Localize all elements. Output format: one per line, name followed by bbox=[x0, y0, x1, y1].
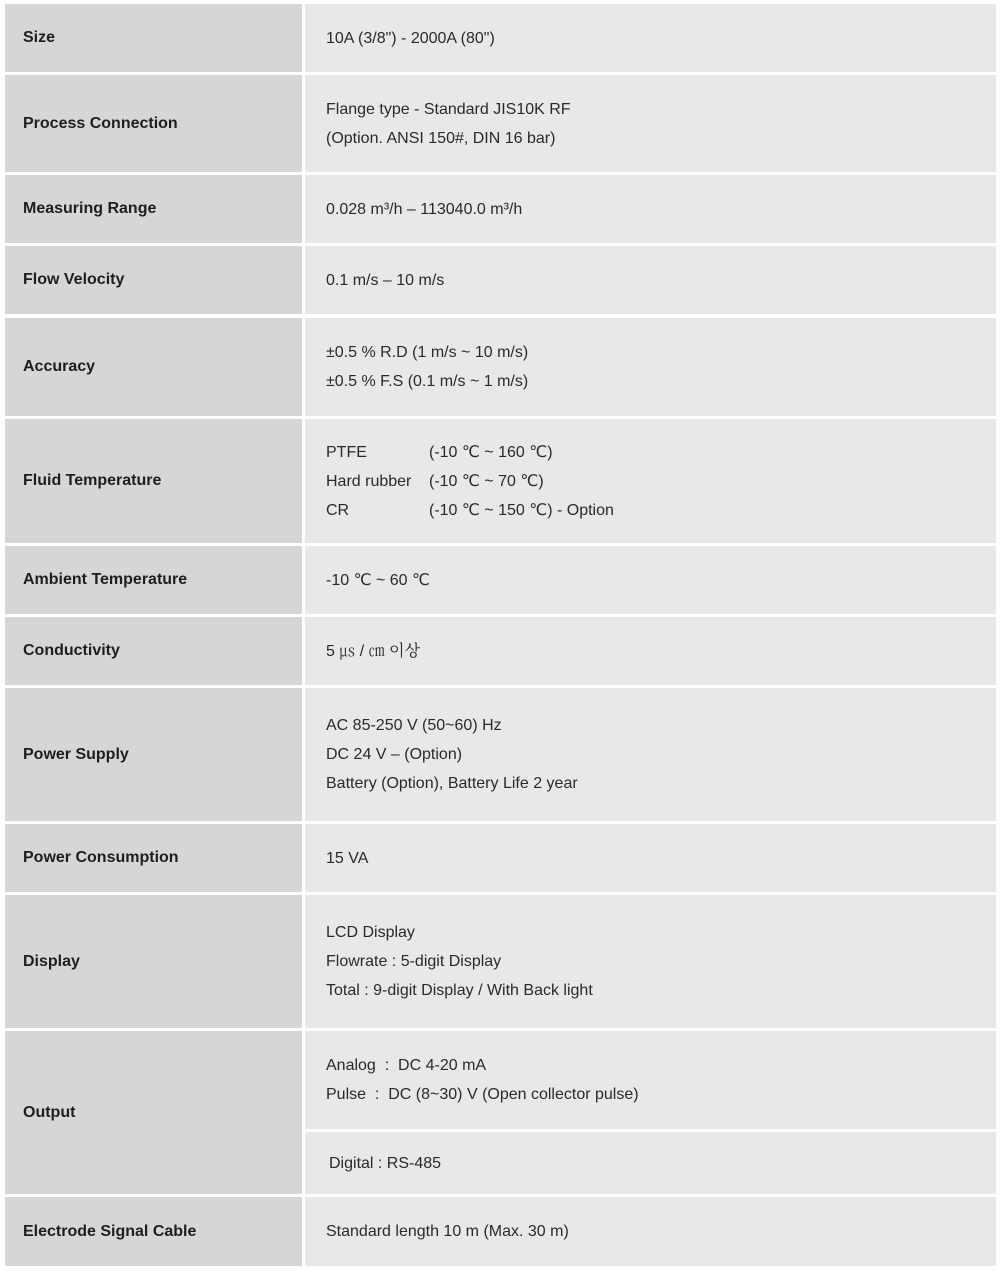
spec-value-power-supply bbox=[305, 688, 996, 821]
spec-value-line: Flange type - Standard JIS10K RF bbox=[326, 100, 571, 118]
spec-label-process-connection bbox=[5, 75, 302, 172]
spec-value-line: Digital : RS-485 bbox=[329, 1154, 442, 1172]
spec-value-conductivity bbox=[305, 617, 996, 685]
fluid-temp-range: (-10 ℃ ~ 70 ℃) bbox=[429, 472, 544, 490]
fluid-temp-material: CR bbox=[326, 501, 350, 519]
fluid-temp-range: (-10 ℃ ~ 160 ℃) bbox=[429, 443, 553, 461]
spec-value-fluid-temperature bbox=[305, 419, 996, 543]
spec-value-output-digital bbox=[305, 1132, 996, 1194]
spec-value-line: Battery (Option), Battery Life 2 year bbox=[326, 775, 578, 792]
spec-label-text: Output bbox=[23, 1103, 76, 1121]
fluid-temp-row bbox=[326, 467, 996, 496]
spec-value-line: ±0.5 % R.D (1 m/s ~ 10 m/s) bbox=[326, 344, 529, 361]
spec-value-line: AC 85-250 V (50~60) Hz bbox=[326, 717, 502, 734]
spec-value-line: -10 ℃ ~ 60 ℃ bbox=[326, 571, 430, 589]
spec-label-ambient-temperature bbox=[5, 546, 302, 614]
spec-value-line: Flowrate : 5-digit Display bbox=[326, 953, 502, 970]
spec-label-output bbox=[5, 1031, 302, 1194]
spec-label-text: Accuracy bbox=[23, 358, 96, 375]
spec-label-flow-velocity bbox=[5, 246, 302, 314]
spec-label-text: Flow Velocity bbox=[23, 271, 125, 288]
spec-value-ambient-temperature bbox=[305, 546, 996, 614]
fluid-temp-row bbox=[326, 438, 996, 467]
spec-value-line: Standard length 10 m (Max. 30 m) bbox=[326, 1223, 569, 1240]
spec-label-text: Ambient Temperature bbox=[23, 571, 188, 588]
fluid-temp-range: (-10 ℃ ~ 150 ℃) - Option bbox=[429, 501, 614, 519]
spec-value-power-consumption bbox=[305, 824, 996, 892]
spec-value-line: Total : 9-digit Display / With Back light bbox=[326, 982, 593, 999]
spec-label-accuracy bbox=[5, 318, 302, 416]
spec-value-line: 15 VA bbox=[326, 849, 369, 867]
spec-label-text: Fluid Temperature bbox=[23, 472, 162, 489]
spec-label-text: Measuring Range bbox=[23, 200, 157, 217]
spec-value-line: 5 ㎲ / ㎝ 이상 bbox=[326, 642, 421, 660]
spec-value-line: LCD Display bbox=[326, 924, 415, 941]
spec-label-conductivity bbox=[5, 617, 302, 685]
spec-value-line: 0.028 m³/h – 113040.0 m³/h bbox=[326, 200, 523, 218]
spec-value-line: Analog : DC 4-20 mA bbox=[326, 1057, 487, 1074]
fluid-temp-row bbox=[326, 496, 996, 525]
spec-label-text: Process Connection bbox=[23, 114, 178, 132]
spec-label-fluid-temperature bbox=[5, 419, 302, 543]
spec-label-text: Display bbox=[23, 952, 80, 970]
spec-label-text: Power Consumption bbox=[23, 849, 179, 866]
spec-label-size bbox=[5, 4, 302, 72]
spec-value-line: 0.1 m/s – 10 m/s bbox=[326, 271, 445, 289]
spec-label-power-consumption bbox=[5, 824, 302, 892]
spec-value-line: Pulse : DC (8~30) V (Open collector pulse) bbox=[326, 1086, 639, 1103]
spec-label-text: Size bbox=[23, 29, 56, 46]
spec-value-measuring-range bbox=[305, 175, 996, 243]
spec-value-line: ±0.5 % F.S (0.1 m/s ~ 1 m/s) bbox=[326, 373, 529, 390]
fluid-temp-material: Hard rubber bbox=[326, 472, 412, 490]
spec-label-display bbox=[5, 895, 302, 1028]
spec-value-flow-velocity bbox=[305, 246, 996, 314]
spec-label-text: Conductivity bbox=[23, 642, 120, 659]
spec-label-text: Power Supply bbox=[23, 745, 129, 763]
spec-value-electrode-signal-cable bbox=[305, 1197, 996, 1266]
spec-value-display bbox=[305, 895, 996, 1028]
spec-value-line: DC 24 V – (Option) bbox=[326, 746, 463, 763]
spec-value-line: (Option. ANSI 150#, DIN 16 bar) bbox=[326, 129, 556, 147]
spec-value-accuracy bbox=[305, 318, 996, 416]
fluid-temp-material: PTFE bbox=[326, 443, 367, 461]
spec-label-measuring-range bbox=[5, 175, 302, 243]
spec-label-electrode-signal-cable bbox=[5, 1197, 302, 1266]
spec-value-process-connection bbox=[305, 75, 996, 172]
spec-label-text: Electrode Signal Cable bbox=[23, 1222, 197, 1240]
spec-value-line: 10A (3/8") - 2000A (80") bbox=[326, 29, 495, 47]
spec-label-power-supply bbox=[5, 688, 302, 821]
spec-value-output bbox=[305, 1031, 996, 1129]
spec-value-size bbox=[305, 4, 996, 72]
